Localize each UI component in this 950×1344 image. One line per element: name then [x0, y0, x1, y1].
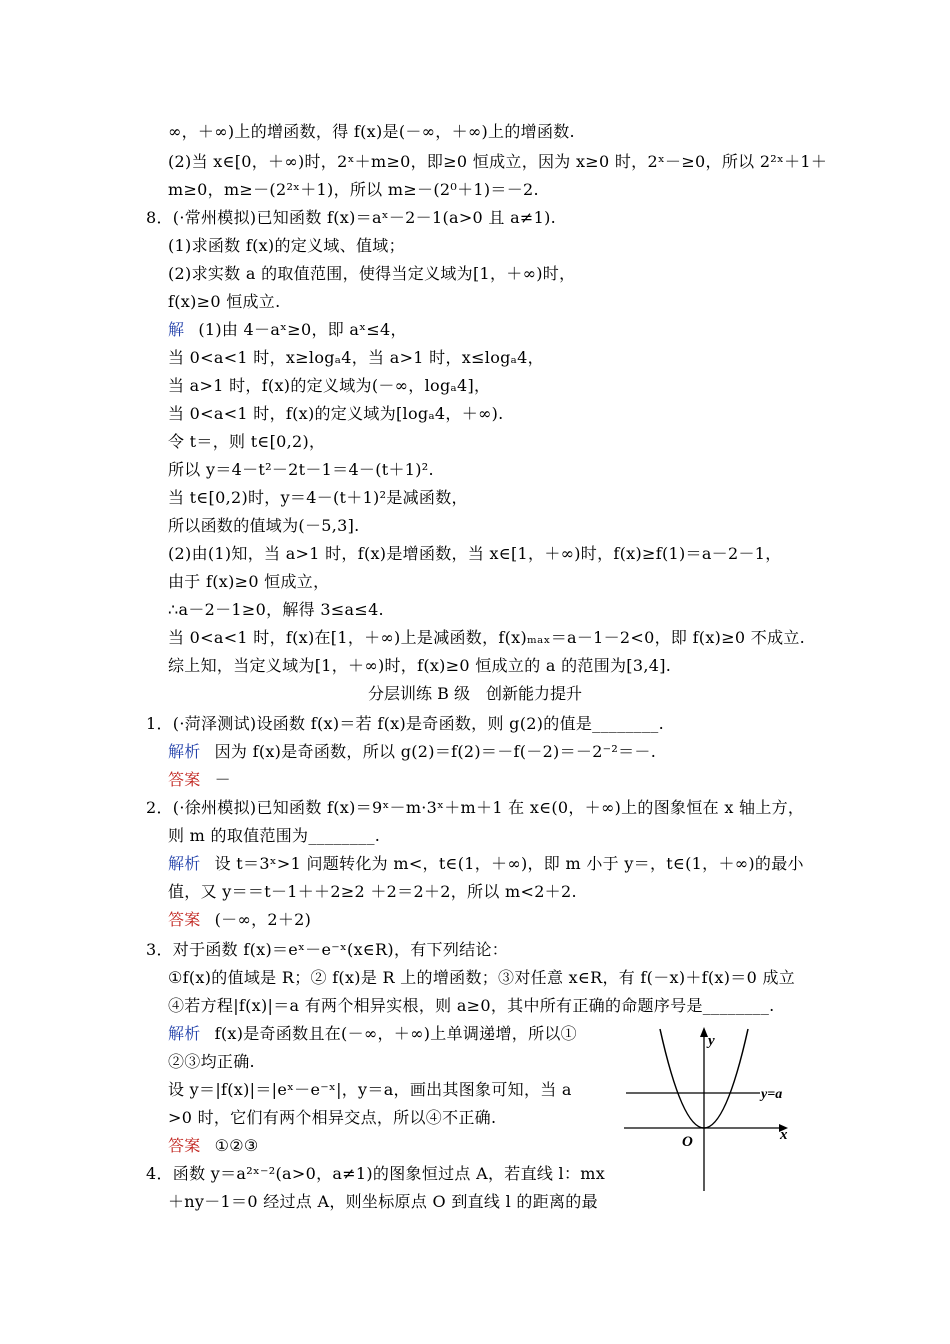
text-line [168, 292, 281, 312]
line-label: y=a [761, 1087, 783, 1102]
line-text: ∞，＋∞)上的增函数，得 f(x)是(－∞，＋∞)上的增函数. [168, 122, 575, 141]
line-text: ∴a－2－1≥0，解得 3≤a≤4. [168, 600, 384, 619]
line-text: 所以 y＝4－t²－2t－1＝4－(t＋1)². [168, 460, 434, 479]
text-line [168, 348, 544, 368]
text-line [168, 572, 329, 592]
text-line [146, 208, 556, 228]
line-text: (2)由(1)知，当 a>1 时，f(x)是增函数，当 x∈[1，＋∞)时，f(x)≥f(1)＝a－2－1， [168, 544, 782, 563]
text-line [146, 940, 508, 960]
text-line [168, 882, 577, 902]
line-text: (－∞，2＋2) [214, 910, 312, 929]
text-line [168, 1136, 259, 1156]
text-line [168, 600, 384, 620]
line-text: 综上知，当定义域为[1，＋∞)时，f(x)≥0 恒成立的 a 的范围为[3,4]. [168, 656, 672, 675]
text-line [146, 714, 664, 734]
text-line [168, 152, 827, 172]
text-line [168, 1080, 572, 1100]
line-text: － [214, 770, 231, 789]
y-axis-arrow-icon [700, 1027, 708, 1037]
origin-label: O [682, 1134, 693, 1150]
text-line [146, 1164, 605, 1184]
text-line [168, 656, 671, 676]
line-text: 2．(·徐州模拟)已知函数 f(x)＝9ˣ－m·3ˣ＋m＋1 在 x∈(0，＋∞)上的图象恒在 x 轴上方， [146, 798, 805, 817]
answer-label: 答案 [168, 910, 201, 929]
text-line [146, 798, 804, 818]
line-text: 3．对于函数 f(x)＝eˣ－e⁻ˣ(x∈R)，有下列结论： [146, 940, 509, 959]
line-text: ②③均正确. [168, 1052, 255, 1071]
line-text: >0 时，它们有两个相异交点，所以④不正确. [168, 1108, 497, 1127]
text-line [168, 1052, 255, 1072]
line-text: (2)求实数 a 的取值范围，使得当定义域为[1，＋∞)时， [168, 264, 576, 283]
text-line [168, 320, 407, 340]
line-text: ＋ny－1＝0 经过点 A，则坐标原点 O 到直线 l 的距离的最 [168, 1192, 598, 1211]
line-text: 设 t＝3ˣ>1 问题转化为 m<，t∈(1，＋∞)，即 m 小于 y＝，t∈(1，＋∞)的最小 [214, 854, 804, 873]
text-line [168, 910, 311, 930]
section-title: 分层训练 B 级 创新能力提升 [368, 684, 582, 703]
line-text: 设 y＝|f(x)|＝|eˣ－e⁻ˣ|，y＝a，画出其图象可知，当 a [168, 1080, 572, 1099]
line-text: 令 t＝，则 t∈[0,2)， [168, 432, 326, 451]
answer-label: 解析 [168, 1024, 201, 1043]
line-text: 8．(·常州模拟)已知函数 f(x)＝aˣ－2－1(a>0 且 a≠1). [146, 208, 557, 227]
line-text: 当 0<a<1 时，f(x)的定义域为[logₐ4，＋∞). [168, 404, 504, 423]
text-line [168, 122, 575, 142]
text-line [168, 854, 804, 874]
text-line [168, 264, 575, 284]
line-text: 所以函数的值域为(－5,3]. [168, 516, 360, 535]
line-text: f(x)≥0 恒成立. [168, 292, 281, 311]
line-text: 当 0<a<1 时，x≥logₐ4，当 a>1 时，x≤logₐ4， [168, 348, 544, 367]
text-line [168, 488, 468, 508]
line-text: (2)当 x∈[0，＋∞)时，2ˣ＋m≥0，即≥0 恒成立，因为 x≥0 时，2ˣ－≥0，所以 2²ˣ＋1＋ [168, 152, 828, 171]
function-graph [620, 1025, 792, 1193]
line-text: 当 0<a<1 时，f(x)在[1，＋∞)上是减函数，f(x)ₘₐₓ＝a－1－2<0，即 f(x)≥0 不成立. [168, 628, 806, 647]
text-line [168, 968, 795, 988]
text-line [168, 770, 231, 790]
text-line [168, 742, 656, 762]
y-axis-label: y [708, 1033, 715, 1049]
answer-label: 解析 [168, 854, 201, 873]
line-text: 当 t∈[0,2)时，y＝4－(t＋1)²是减函数， [168, 488, 468, 507]
line-text: 当 a>1 时，f(x)的定义域为(－∞，logₐ4]， [168, 376, 491, 395]
text-line [168, 460, 434, 480]
line-text: 则 m 的取值范围为________. [168, 826, 381, 845]
line-text: 因为 f(x)是奇函数，所以 g(2)＝f(2)＝－f(－2)＝－2⁻²＝－. [214, 742, 657, 761]
x-axis-label: x [780, 1127, 788, 1143]
answer-label: 答案 [168, 770, 201, 789]
line-text: 由于 f(x)≥0 恒成立， [168, 572, 330, 591]
line-text: m≥0，m≥－(2²ˣ＋1)，所以 m≥－(2⁰＋1)＝－2. [168, 180, 539, 199]
line-text: ①f(x)的值域是 R；② f(x)是 R 上的增函数；③对任意 x∈R，有 f(－x)＋f(x)＝0 成立 [168, 968, 796, 987]
text-line [168, 236, 405, 256]
text-line [168, 1024, 577, 1044]
answer-label: 解析 [168, 742, 201, 761]
text-line [168, 628, 805, 648]
line-text: (1)求函数 f(x)的定义域、值域； [168, 236, 405, 255]
line-text: (1)由 4－aˣ≥0，即 aˣ≤4， [198, 320, 407, 339]
text-line [168, 1108, 496, 1128]
line-text: ④若方程|f(x)|＝a 有两个相异实根，则 a≥0，其中所有正确的命题序号是________. [168, 996, 775, 1015]
text-line [168, 544, 782, 564]
answer-label: 答案 [168, 1136, 201, 1155]
text-line [168, 1192, 598, 1212]
text-line [168, 432, 325, 452]
line-text: f(x)是奇函数且在(－∞，＋∞)上单调递增，所以① [214, 1024, 577, 1043]
line-text: 1．(·菏泽测试)设函数 f(x)＝若 f(x)是奇函数，则 g(2)的值是________. [146, 714, 664, 733]
line-text: ①②③ [214, 1136, 259, 1155]
text-line [168, 180, 539, 200]
text-line [168, 996, 775, 1016]
text-line [168, 516, 360, 536]
text-line [168, 376, 490, 396]
line-text: 值，又 y＝＝t－1＋＋2≥2 ＋2＝2＋2，所以 m<2＋2. [168, 882, 577, 901]
text-line [168, 404, 504, 424]
text-line [168, 826, 380, 846]
line-text: 4．函数 y＝a²ˣ⁻²(a>0，a≠1)的图象恒过点 A，若直线 l：mx [146, 1164, 606, 1183]
answer-label: 解 [168, 320, 185, 339]
